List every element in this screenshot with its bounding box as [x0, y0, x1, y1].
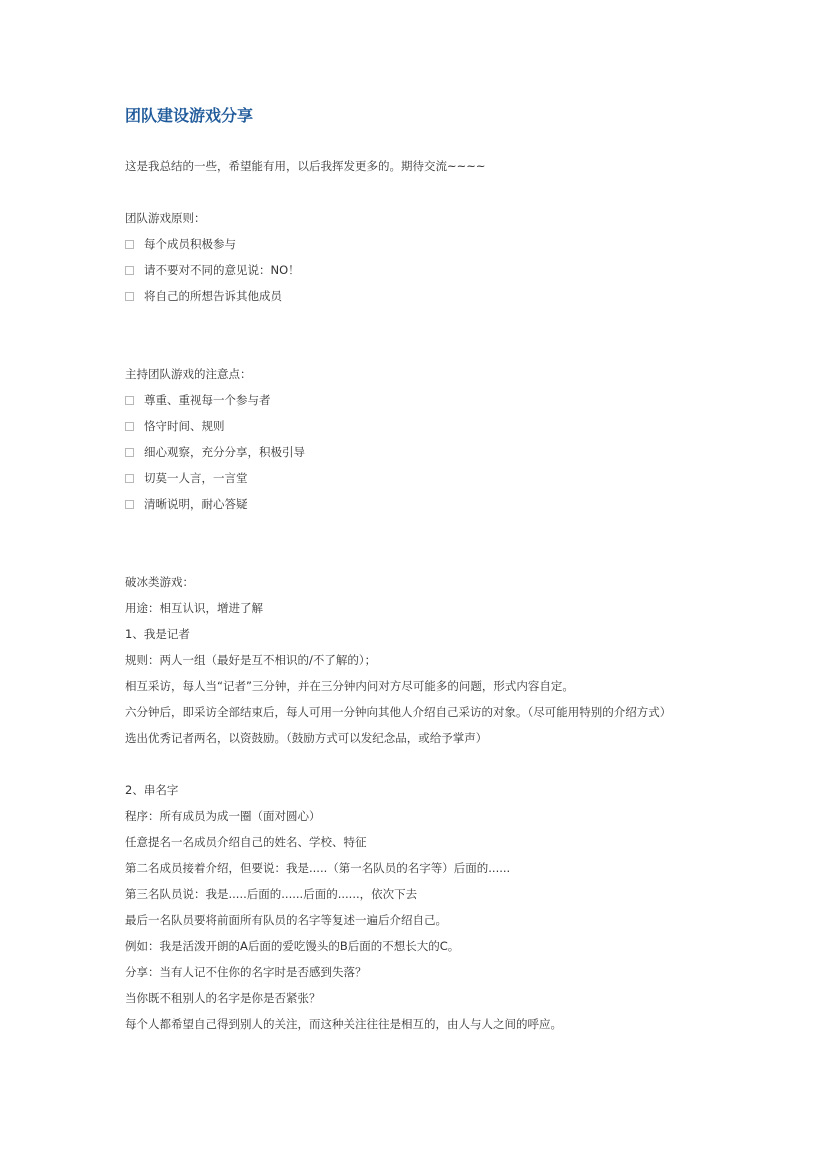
game2-line: 第三名队员说：我是.....后面的......后面的......，依次下去: [125, 887, 418, 901]
principles-item: [125, 283, 725, 309]
notes-item: [125, 413, 725, 439]
principles-item-text: 请不要对不同的意见说：NO！: [144, 263, 300, 277]
spacer: [125, 751, 725, 777]
notes-item: [125, 439, 725, 465]
principles-item-text: 每个成员积极参与: [144, 237, 236, 251]
game2-line: 最后一名队员要将前面所有队员的名字等复述一遍后介绍自己。: [125, 913, 447, 927]
notes-item-text: 清晰说明，耐心答疑: [144, 497, 248, 511]
spacer: [125, 179, 725, 205]
notes-item: [125, 465, 725, 491]
game1-title: 1、我是记者: [125, 627, 190, 641]
checkbox-bullet-icon: [125, 396, 134, 405]
checkbox-bullet-icon: [125, 422, 134, 431]
notes-item: [125, 491, 725, 517]
notes-item-text: 细心观察，充分分享，积极引导: [144, 445, 305, 459]
game2-line: 分享：当有人记不住你的名字时是否感到失落？: [125, 965, 367, 979]
checkbox-bullet-icon: [125, 292, 134, 301]
checkbox-bullet-icon: [125, 448, 134, 457]
game1-line: 选出优秀记者两名，以资鼓励。（鼓励方式可以发纪念品，或给予掌声）: [125, 731, 488, 745]
principles-item: [125, 231, 725, 257]
game2-line: 当你既不租别人的名字是你是否紧张？: [125, 991, 321, 1005]
notes-item-text: 恪守时间、规则: [144, 419, 225, 433]
spacer: [125, 309, 725, 361]
document-title: 团队建设游戏分享: [125, 106, 254, 125]
game2-title: 2、串名字: [125, 783, 179, 797]
document-page: [125, 105, 725, 1037]
game1-line: 相互采访，每人当“记者”三分钟，并在三分钟内问对方尽可能多的问题，形式内容自定。: [125, 679, 574, 693]
intro-text: 这是我总结的一些，希望能有用，以后我挥发更多的。期待交流~~~~: [125, 159, 486, 173]
checkbox-bullet-icon: [125, 474, 134, 483]
notes-item-text: 切莫一人言，一言堂: [144, 471, 248, 485]
checkbox-bullet-icon: [125, 266, 134, 275]
notes-item: [125, 387, 725, 413]
game1-line: 规则：两人一组（最好是互不相识的/不了解的）；: [125, 653, 377, 667]
icebreak-purpose: 用途：相互认识，增进了解: [125, 601, 263, 615]
game2-line: 程序：所有成员为成一圈（面对圆心）: [125, 809, 321, 823]
notes-item-text: 尊重、重视每一个参与者: [144, 393, 271, 407]
spacer: [125, 517, 725, 569]
principles-item-text: 将自己的所想告诉其他成员: [144, 289, 282, 303]
game2-line: 每个人都希望自己得到别人的关注，而这种关注往往是相互的，由人与人之间的呼应。: [125, 1017, 562, 1031]
principles-heading: 团队游戏原则：: [125, 211, 206, 225]
checkbox-bullet-icon: [125, 500, 134, 509]
game2-line: 第二名成员接着介绍，但要说：我是.....（第一名队员的名字等）后面的......: [125, 861, 511, 875]
checkbox-bullet-icon: [125, 240, 134, 249]
game2-line: 任意提名一名成员介绍自己的姓名、学校、特征: [125, 835, 367, 849]
icebreak-heading: 破冰类游戏：: [125, 575, 194, 589]
principles-item: [125, 257, 725, 283]
notes-heading: 主持团队游戏的注意点：: [125, 367, 252, 381]
game1-line: 六分钟后，即采访全部结束后，每人可用一分钟向其他人介绍自己采访的对象。（尽可能用特别的介绍方式）: [125, 705, 672, 719]
game2-line: 例如：我是活泼开朗的A后面的爱吃馒头的B后面的不想长大的C。: [125, 939, 460, 953]
